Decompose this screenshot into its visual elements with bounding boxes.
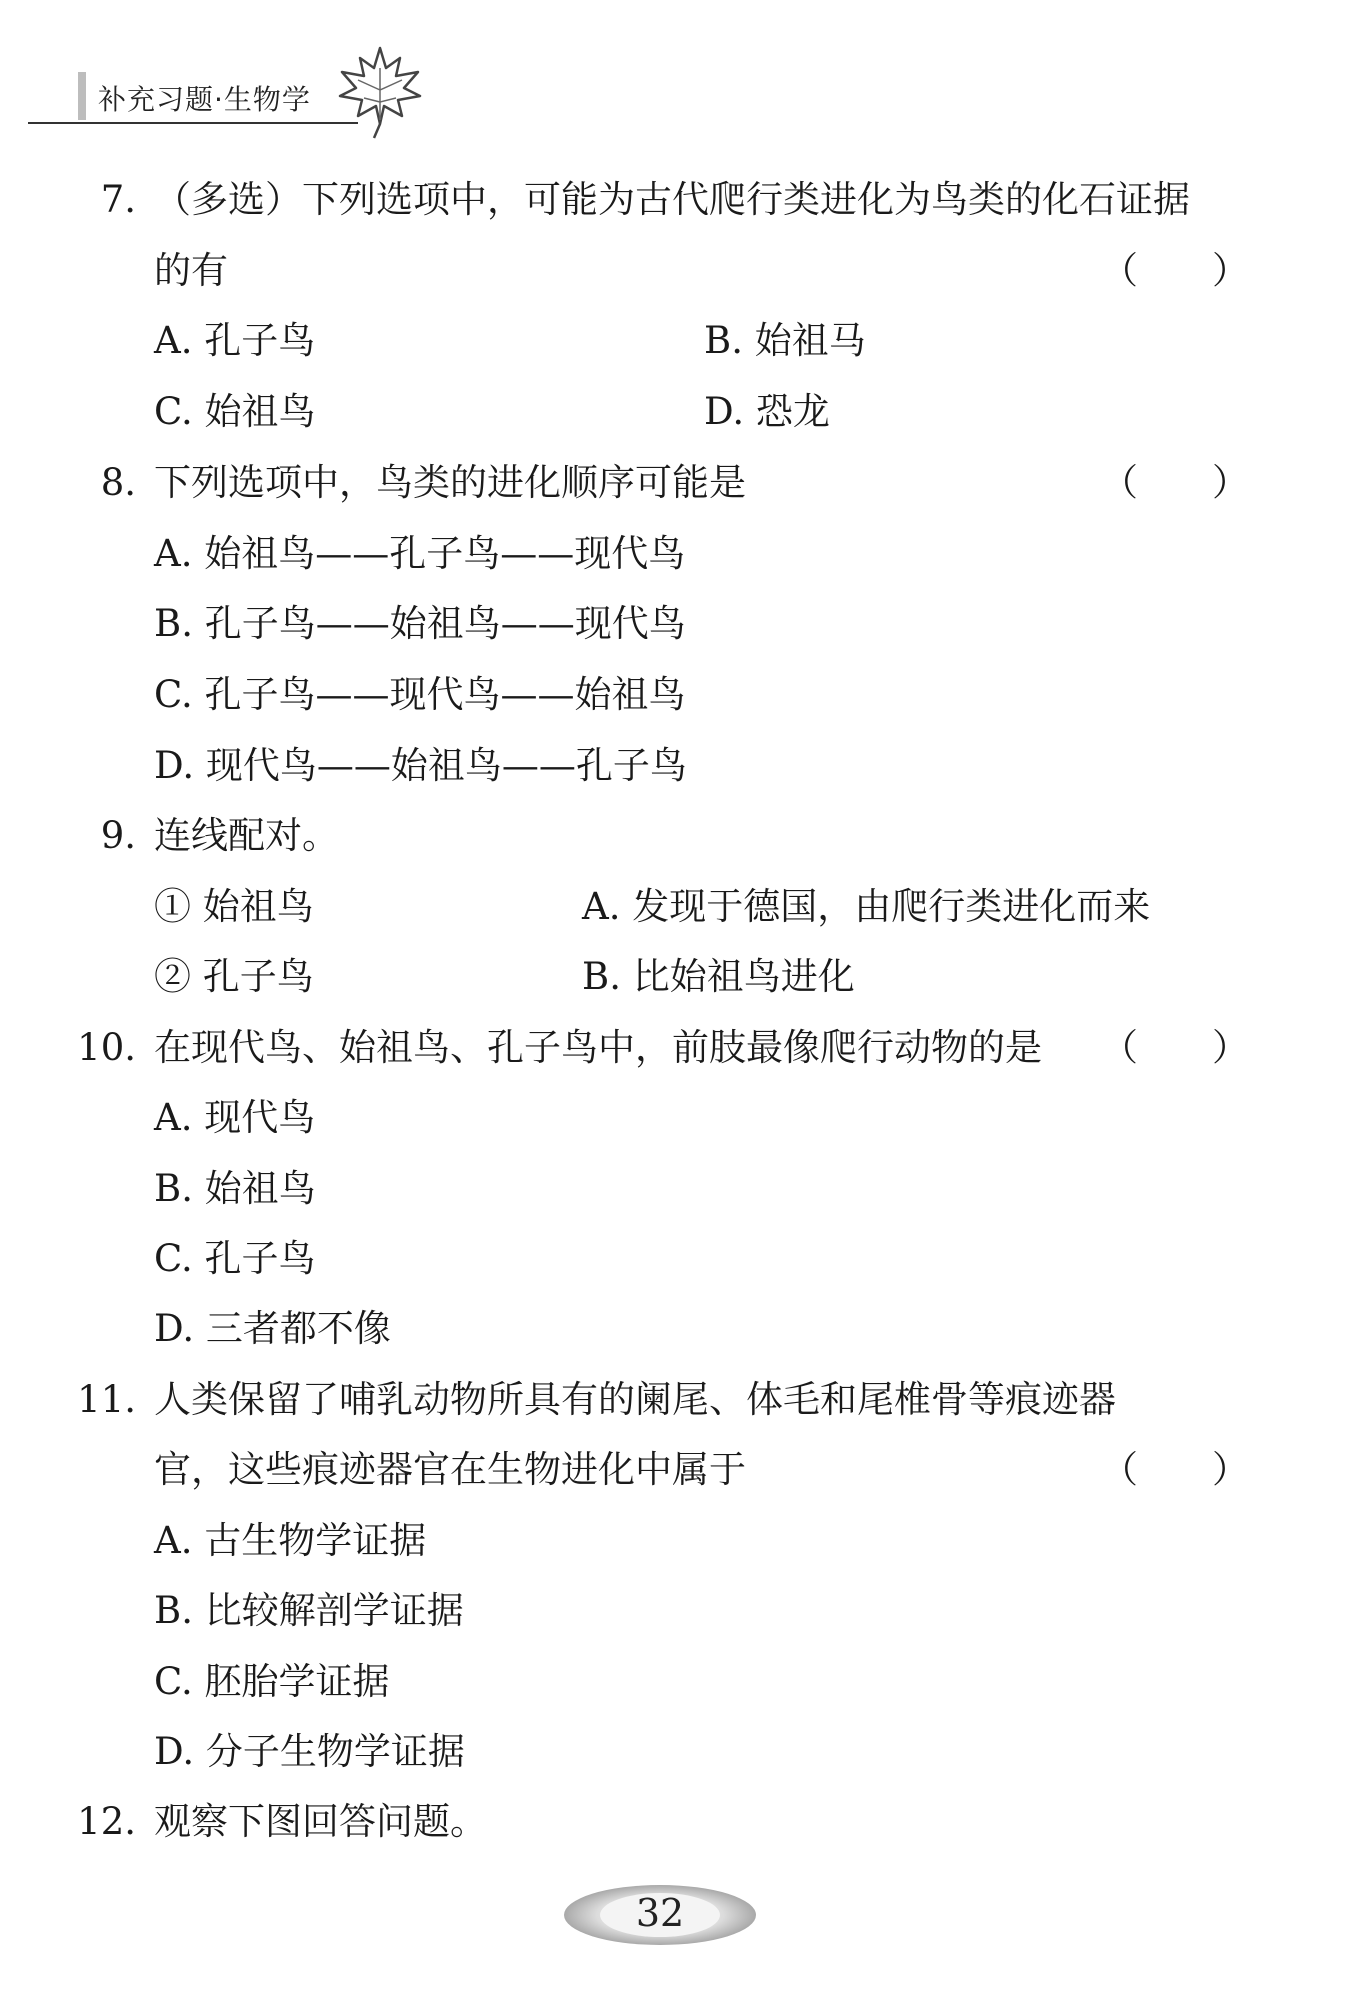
q10-option-a: A. 现代鸟 [154, 1096, 316, 1139]
q8-number: 8. [100, 461, 136, 504]
q7-text-line1: （多选）下列选项中，可能为古代爬行类进化为鸟类的化石证据 [154, 178, 1190, 221]
q7-option-a: A. 孔子鸟 [154, 319, 316, 362]
header-tab-marker [78, 72, 86, 120]
q7-number: 7. [100, 178, 136, 221]
q11-option-d: D. 分子生物学证据 [154, 1730, 465, 1773]
q8-option-c: C. 孔子鸟——现代鸟——始祖鸟 [154, 673, 686, 716]
q9-left-item-1[interactable]: ① 始祖鸟 [154, 885, 314, 928]
q12-text: 观察下图回答问题。 [154, 1800, 487, 1843]
q8-option-d: D. 现代鸟——始祖鸟——孔子鸟 [154, 744, 687, 787]
q11-answer-blank[interactable]: （ ） [1101, 1448, 1249, 1491]
q11-option-b: B. 比较解剖学证据 [154, 1589, 464, 1632]
q12-number: 12. [77, 1800, 136, 1843]
q10-option-d: D. 三者都不像 [154, 1307, 391, 1350]
q9-left-item-2[interactable]: ② 孔子鸟 [154, 955, 314, 998]
q7-text-line2: 的有 [154, 249, 228, 292]
q10-option-b: B. 始祖鸟 [154, 1167, 316, 1210]
q9-text: 连线配对。 [154, 814, 339, 857]
q8-option-a: A. 始祖鸟——孔子鸟——现代鸟 [154, 532, 686, 575]
page-number: 32 [635, 1891, 685, 1935]
header-rule [28, 122, 358, 124]
q10-number: 10. [77, 1026, 136, 1069]
q7-option-b: B. 始祖马 [704, 319, 866, 362]
maple-leaf-icon [330, 40, 430, 140]
q8-answer-blank[interactable]: （ ） [1101, 461, 1249, 504]
q11-number: 11. [77, 1378, 136, 1421]
q8-option-b: B. 孔子鸟——始祖鸟——现代鸟 [154, 602, 686, 645]
q9-number: 9. [100, 814, 136, 857]
q9-right-item-b[interactable]: B. 比始祖鸟进化 [582, 955, 855, 998]
q10-answer-blank[interactable]: （ ） [1101, 1026, 1249, 1069]
q11-option-a: A. 古生物学证据 [154, 1519, 427, 1562]
q10-option-c: C. 孔子鸟 [154, 1237, 316, 1280]
q9-right-item-a[interactable]: A. 发现于德国，由爬行类进化而来 [582, 885, 1151, 928]
q7-answer-blank[interactable]: （ ） [1101, 249, 1249, 292]
q11-text-line2: 官，这些痕迹器官在生物进化中属于 [154, 1448, 746, 1491]
q7-option-c: C. 始祖鸟 [154, 390, 316, 433]
q11-option-c: C. 胚胎学证据 [154, 1660, 390, 1703]
q8-text: 下列选项中，鸟类的进化顺序可能是 [154, 461, 746, 504]
header-title: 补充习题·生物学 [98, 83, 311, 116]
q7-option-d: D. 恐龙 [704, 390, 830, 433]
q10-text: 在现代鸟、始祖鸟、孔子鸟中，前肢最像爬行动物的是 [154, 1026, 1042, 1069]
q11-text-line1: 人类保留了哺乳动物所具有的阑尾、体毛和尾椎骨等痕迹器 [154, 1378, 1116, 1421]
